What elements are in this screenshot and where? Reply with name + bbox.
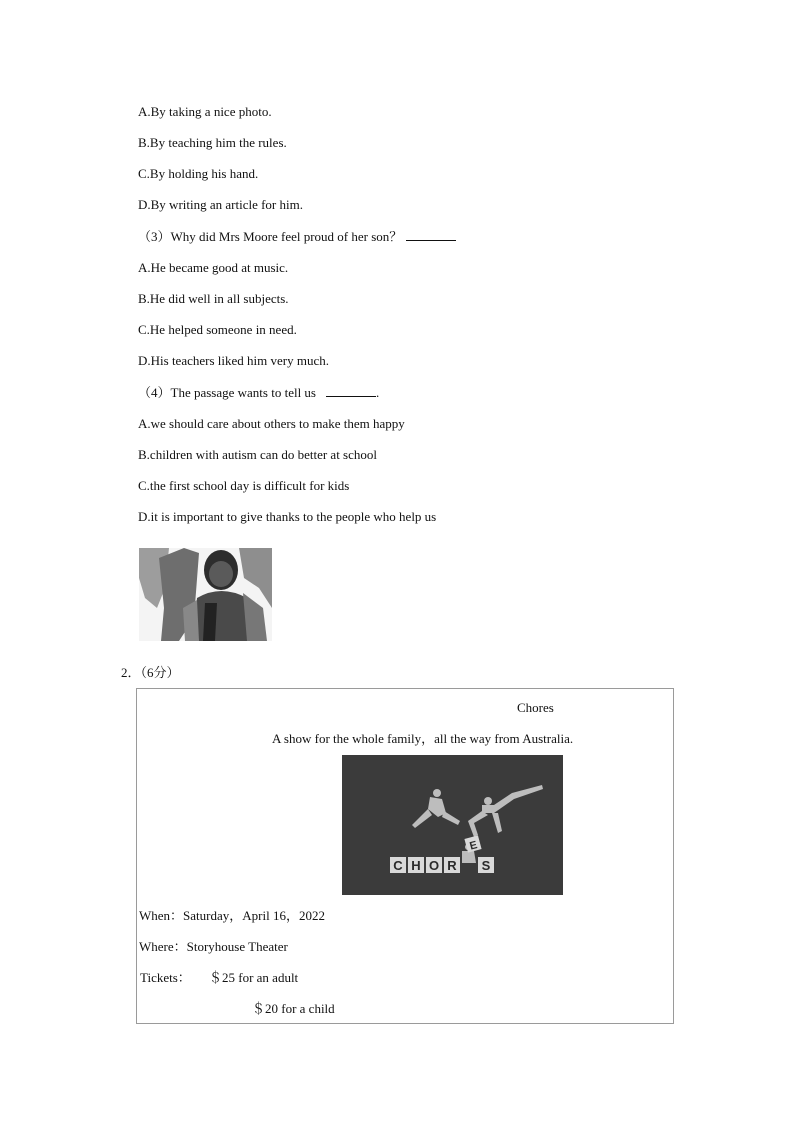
option-q4-b: B.children with autism can do better at school — [138, 447, 377, 462]
tickets-label: Tickets： — [140, 970, 191, 985]
svg-text:R: R — [447, 858, 457, 873]
advert-box — [136, 688, 674, 1024]
adult-price: ＄25 for an adult — [209, 970, 299, 985]
show-poster — [342, 755, 563, 895]
option-q2-c: C.By holding his hand. — [138, 166, 259, 181]
question-4-end: . — [376, 385, 380, 400]
show-when: When：Saturday，April 16，2022 — [139, 908, 325, 923]
question-3-text: （3）Why did Mrs Moore feel proud of her son？ — [138, 229, 403, 244]
option-q4-c: C.the first school day is difficult for kids — [138, 478, 350, 493]
show-title: Chores — [517, 700, 554, 715]
option-q4-a: A.we should care about others to make them happy — [138, 416, 405, 431]
question-4 — [138, 384, 379, 402]
svg-text:S: S — [481, 858, 491, 873]
boy-photo — [139, 548, 272, 641]
option-q4-d: D.it is important to give thanks to the people who help us — [138, 509, 437, 524]
poster-image — [342, 755, 563, 895]
option-q2-b: B.By teaching him the rules. — [138, 135, 287, 150]
show-where: Where：Storyhouse Theater — [139, 939, 288, 954]
option-q3-d: D.His teachers liked him very much. — [138, 353, 329, 368]
option-q2-d: D.By writing an article for him. — [138, 197, 303, 212]
answer-blank — [326, 384, 376, 397]
question-4-text: （4）The passage wants to tell us — [138, 385, 316, 400]
option-q2-a: A.By taking a nice photo. — [138, 104, 272, 119]
option-q3-c: C.He helped someone in need. — [138, 322, 297, 337]
boy-photo-image — [139, 548, 272, 641]
svg-text:O: O — [428, 858, 440, 873]
show-subtitle: A show for the whole family，all the way from Australia. — [272, 731, 574, 746]
svg-text:C: C — [393, 858, 403, 873]
svg-text:E: E — [468, 839, 479, 853]
option-q3-a: A.He became good at music. — [138, 260, 289, 275]
answer-blank — [406, 228, 456, 241]
svg-text:H: H — [411, 858, 421, 873]
child-price: ＄20 for a child — [252, 1001, 335, 1016]
question-2-heading: 2．（6分） — [121, 665, 180, 680]
option-q3-b: B.He did well in all subjects. — [138, 291, 289, 306]
question-3 — [138, 228, 456, 246]
